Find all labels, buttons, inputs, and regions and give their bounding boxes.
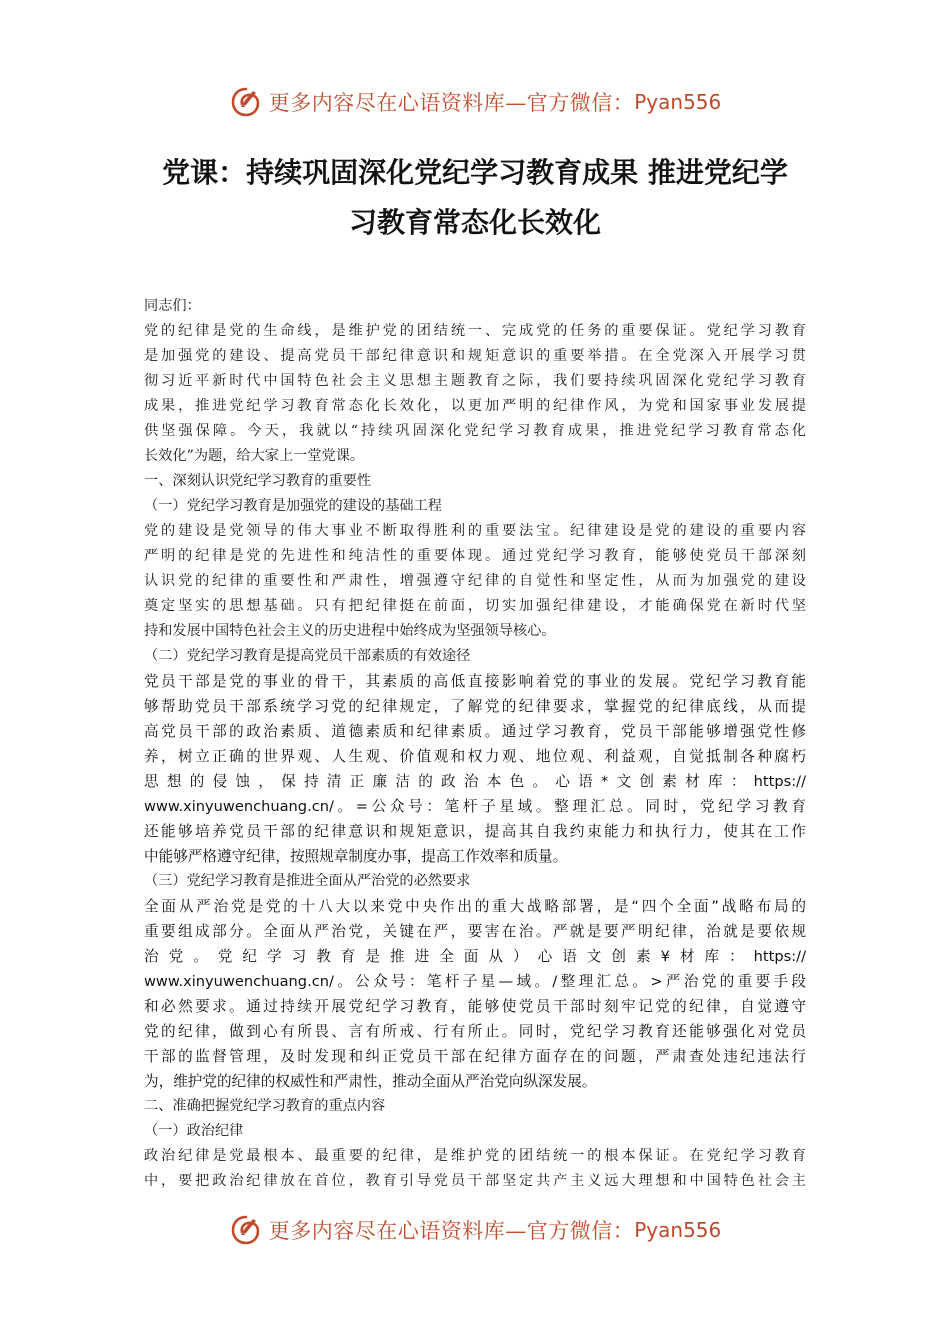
text-line: 高党员干部的政治素质、道德素质和纪律素质。通过学习教育，党员干部能够增强党性修 — [144, 723, 806, 740]
text-line: （三）党纪学习教育是推进全面从严治党的必然要求 — [144, 873, 471, 889]
banner-text: 更多内容尽在心语资料库—官方微信： — [268, 1219, 635, 1243]
page-title — [130, 148, 820, 248]
text-line: 严明的纪律是党的先进性和纯洁性的重要体现。通过党纪学习教育，能够使党员干部深刻 — [144, 548, 806, 564]
text-line: 长效化”为题，给大家上一堂党课。 — [144, 448, 365, 464]
text-line: 思想的侵蚀，保持清正廉洁的政治本色。心语*文创素材库：https:// — [144, 773, 806, 790]
text-line: （二）党纪学习教育是提高党员干部素质的有效途径 — [144, 648, 471, 664]
text-line: （一）政治纪律 — [144, 1123, 244, 1139]
text-line: 供坚强保障。今天，我就以“持续巩固深化党纪学习教育成果，推进党纪学习教育常态化 — [144, 423, 806, 439]
text-line: www.xinyuwenchuang.cn/。公众号：笔杆子星—域。/整理汇总。>严治党的重要手段 — [144, 973, 806, 990]
text-line: 一、深刻认识党纪学习教育的重要性 — [144, 473, 372, 489]
text-line: 还能够培养党员干部的纪律意识和规矩意识，提高其自我约束能力和执行力，使其在工作 — [144, 823, 806, 840]
text-line: 彻习近平新时代中国特色社会主义思想主题教育之际，我们要持续巩固深化党纪学习教育 — [144, 373, 806, 389]
text-line: 持和发展中国特色社会主义的历史进程中始终成为坚强领导核心。 — [144, 623, 556, 639]
text-line: 和必然要求。通过持续开展党纪学习教育，能够使党员干部时刻牢记党的纪律，自觉遵守 — [144, 998, 806, 1015]
text-line: 奠定坚实的思想基础。只有把纪律挺在前面，切实加强纪律建设，才能确保党在新时代坚 — [144, 598, 806, 614]
text-line: 党的纪律，做到心有所畏、言有所戒、行有所止。同时，党纪学习教育还能够强化对党员 — [144, 1023, 806, 1040]
text-line: 认识党的纪律的重要性和严肃性，增强遵守纪律的自觉性和坚定性，从而为加强党的建设 — [144, 573, 806, 589]
footer-banner — [0, 1208, 950, 1252]
banner-handle: Pyan556 — [634, 1218, 722, 1242]
text-line: 党的纪律是党的生命线，是维护党的团结统一、完成党的任务的重要保证。党纪学习教育 — [144, 323, 806, 339]
title-line-1: 党课：持续巩固深化党纪学习教育成果 推进党纪学 — [162, 156, 788, 189]
text-line: 党员干部是党的事业的骨干，其素质的高低直接影响着党的事业的发展。党纪学习教育能 — [144, 673, 806, 690]
text-line: www.xinyuwenchuang.cn/。=公众号：笔杆子星域。整理汇总。同时，党纪学习教育 — [144, 798, 806, 815]
text-line: 中，要把政治纪律放在首位，教育引导党员干部坚定共产主义远大理想和中国特色社会主 — [144, 1173, 806, 1189]
text-line: 为，维护党的纪律的权威性和严肃性，推动全面从严治党向纵深发展。 — [144, 1073, 597, 1090]
text-line: （一）党纪学习教育是加强党的建设的基础工程 — [144, 498, 442, 514]
pen-swirl-logo-icon — [229, 85, 263, 119]
text-line: 全面从严治党是党的十八大以来党中央作出的重大战略部署，是“四个全面”战略布局的 — [144, 898, 806, 915]
text-line: 养，树立正确的世界观、人生观、价值观和权力观、地位观、利益观，自觉抵制各种腐朽 — [144, 748, 806, 765]
banner-text: 更多内容尽在心语资料库—官方微信： — [268, 91, 635, 115]
header-banner — [0, 80, 950, 124]
text-line: 中能够严格遵守纪律，按照规章制度办事，提高工作效率和质量。 — [144, 848, 568, 865]
banner-handle: Pyan556 — [634, 90, 722, 114]
text-line: 政治纪律是党最根本、最重要的纪律，是维护党的团结统一的根本保证。在党纪学习教育 — [144, 1148, 806, 1164]
text-line: 治党。党纪学习教育是推进全面从）心语文创素¥材库：https:// — [144, 948, 806, 965]
pen-swirl-logo-icon — [229, 1213, 263, 1247]
text-line: 够帮助党员干部系统学习党的纪律规定，了解党的纪律要求，掌握党的纪律底线，从而提 — [144, 698, 806, 715]
text-line: 同志们： — [144, 298, 201, 314]
title-line-2: 习教育常态化长效化 — [348, 206, 601, 239]
text-line: 干部的监督管理，及时发现和纠正党员干部在纪律方面存在的问题，严肃查处违纪违法行 — [144, 1048, 806, 1065]
document-body — [144, 294, 806, 1194]
text-line: 重要组成部分。全面从严治党，关键在严，要害在治。严就是要严明纪律，治就是要依规 — [144, 923, 806, 940]
text-line: 是加强党的建设、提高党员干部纪律意识和规矩意识的重要举措。在全党深入开展学习贯 — [144, 348, 806, 364]
text-line: 党的建设是党领导的伟大事业不断取得胜利的重要法宝。纪律建设是党的建设的重要内容 — [144, 523, 806, 539]
text-line: 二、准确把握党纪学习教育的重点内容 — [144, 1098, 386, 1114]
text-line: 成果，推进党纪学习教育常态化长效化，以更加严明的纪律作风，为党和国家事业发展提 — [144, 398, 806, 414]
